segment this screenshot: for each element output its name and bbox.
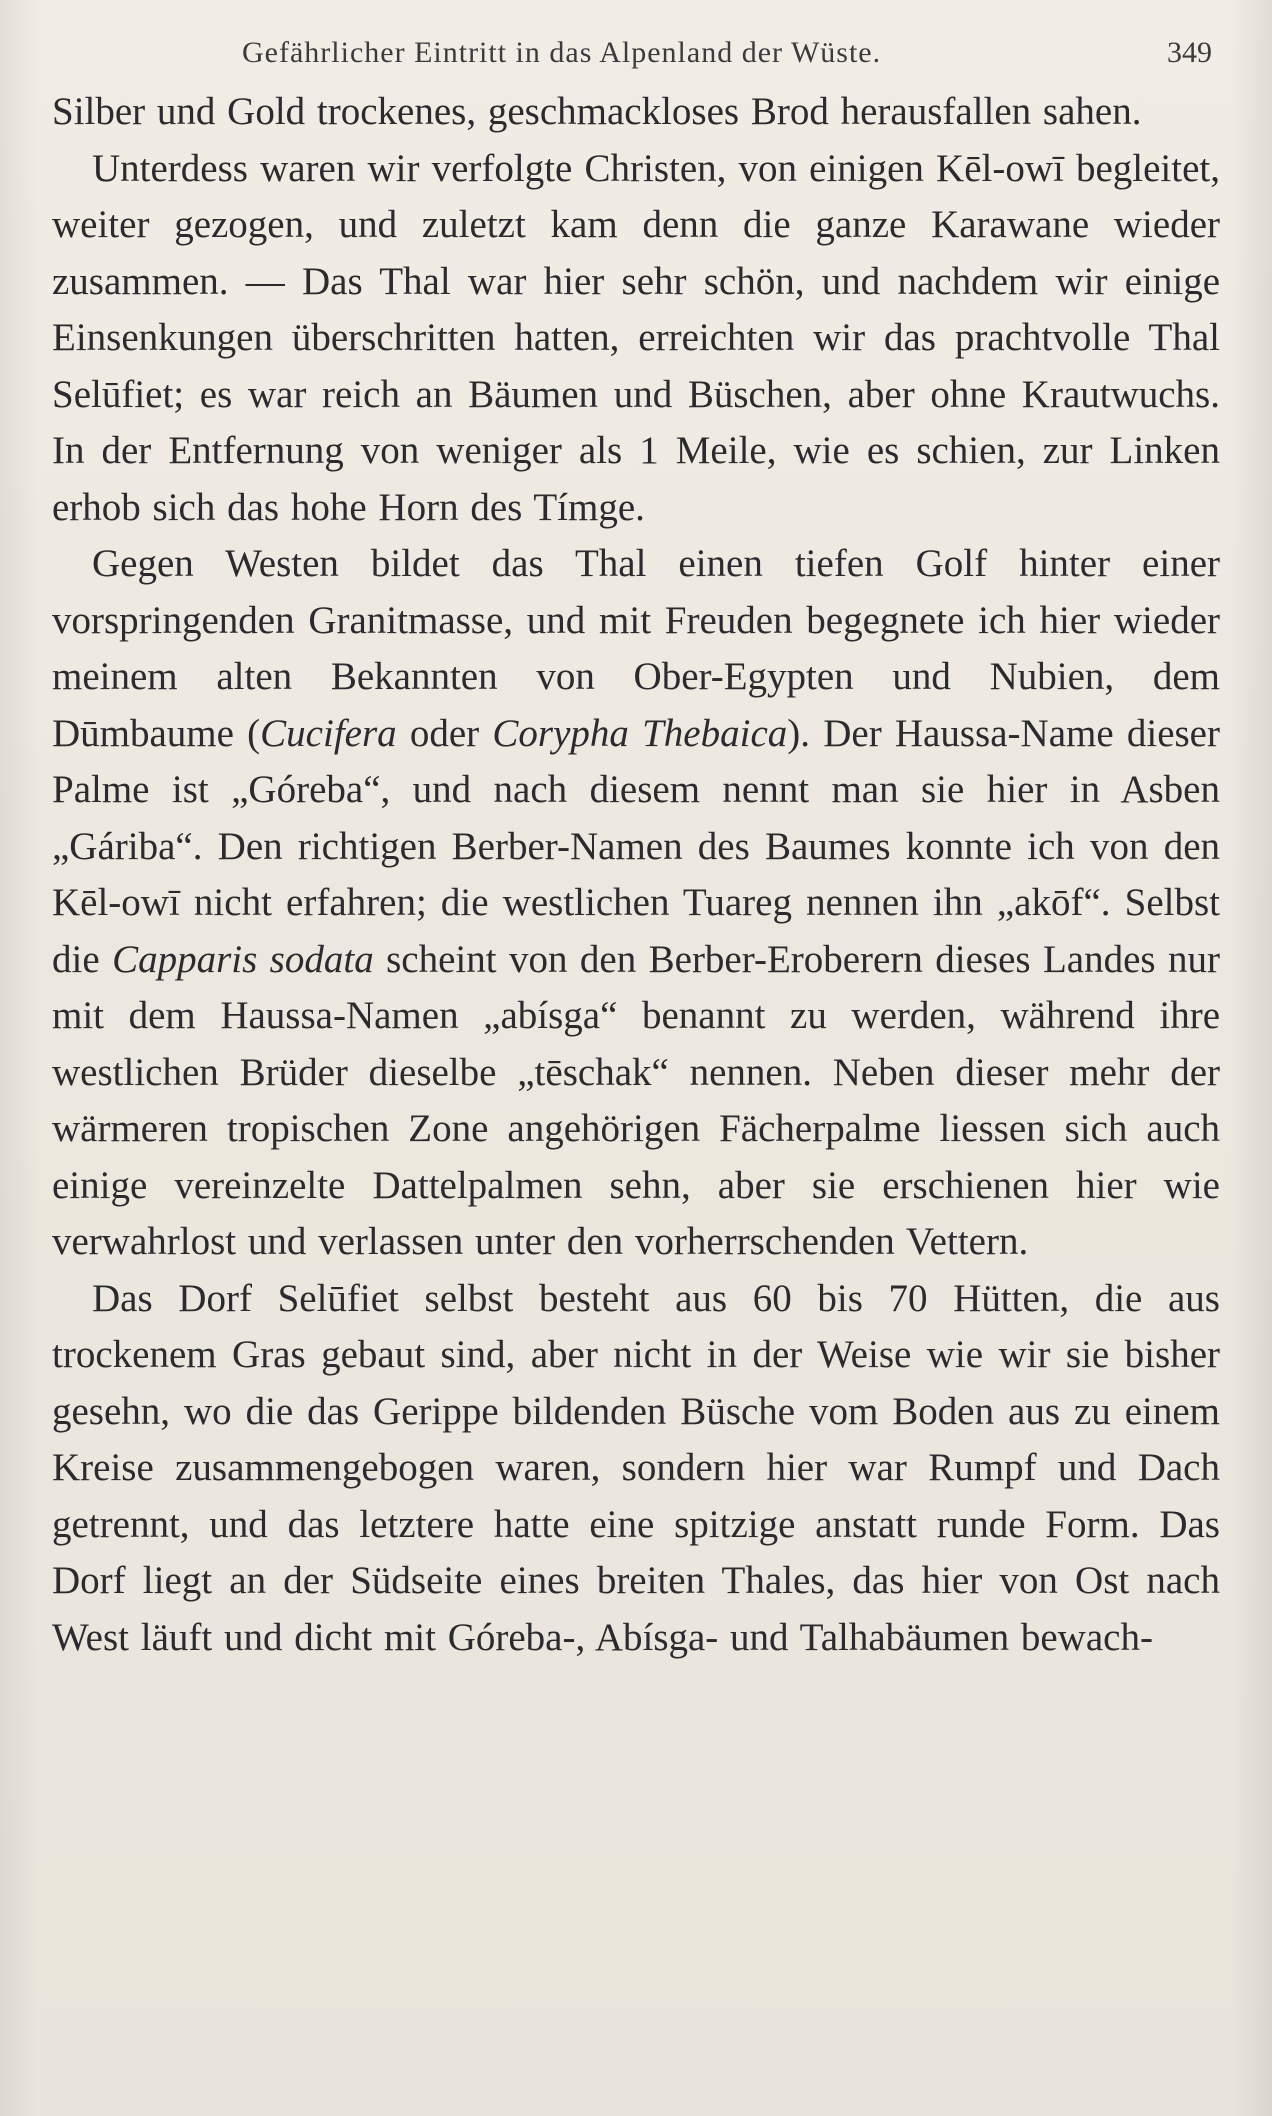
paragraph-3-part-2: oder (396, 711, 493, 755)
paragraph-3-part-1: Gegen Westen bildet das Thal einen tiefen Golf hinter einer vorspringenden Granitmasse, und mit Freuden begegnete ich hier wieder meinem alten Bekannten von Ober-Egypten und Nubien, dem Dūmbaume ( (52, 542, 1220, 755)
paragraph-3-italic-cucifera: Cucifera (260, 711, 397, 755)
running-head (52, 30, 1220, 82)
paragraph-3-italic-corypha: Corypha Thebaica (492, 711, 788, 755)
paragraph-4: Das Dorf Selūfiet selbst besteht aus 60 bis 70 Hütten, die aus trockenem Gras gebaut sind, aber nicht in der Weise wie wir sie bisher gesehn, wo die das Gerippe bildenden Büsche vom Boden aus zu einem Kreise zusammengebogen waren, sondern hier war Rumpf und Dach getrennt, und das letztere hatte eine spitzige anstatt runde Form. Das Dorf liegt an der Südseite eines breiten Thales, das hier von Ost nach West läuft und dicht mit Góreba-, Abísga- und Talhabäumen bewach- (52, 1276, 1220, 1659)
paragraph-3-part-3: ). Der Haussa-Name dieser Palme ist „Góreba“, und nach diesem nennt man sie hier in Asben „Gáriba“. Den richtigen Berber-Namen des Baumes konnte ich von den Kēl-owī nicht erfahren; die westlichen Tuareg nennen ihn „akōf“. Selbst die (52, 711, 1220, 981)
page-number: 349 (1167, 36, 1212, 69)
body-text (52, 84, 1220, 1666)
paragraph-1: Silber und Gold trockenes, geschmackloses Brod herausfallen sahen. (52, 90, 1142, 133)
paragraph-3-italic-capparis: Capparis sodata (112, 937, 374, 981)
paragraph-3 (52, 536, 1220, 1271)
running-title: Gefährlicher Eintritt in das Alpenland der Wüste. (242, 36, 882, 69)
paragraph-3-part-4: scheint von den Berber-Eroberern dieses Landes nur mit dem Haussa-Namen „abísga“ benannt zu werden, während ihre westlichen Brüder dieselbe „tēschak“ nennen. Neben dieser mehr der wärmeren tropischen Zone angehörigen Fächerpalme liessen sich auch einige vereinzelte Dattelpalmen sehn, aber sie erschienen hier wie verwahrlost und verlassen unter den vorherrschenden Vettern. (52, 937, 1220, 1263)
paragraph-2: Unterdess waren wir verfolgte Christen, von einigen Kēl-owī begleitet, weiter gezogen, und zuletzt kam denn die ganze Karawane wieder zusammen. — Das Thal war hier sehr schön, und nachdem wir einige Einsenkungen überschritten hatten, erreichten wir das prachtvolle Thal Selūfiet; es war reich an Bäumen und Büschen, aber ohne Krautwuchs. In der Entfernung von weniger als 1 Meile, wie es schien, zur Linken erhob sich das hohe Horn des Tímge. (52, 146, 1220, 529)
